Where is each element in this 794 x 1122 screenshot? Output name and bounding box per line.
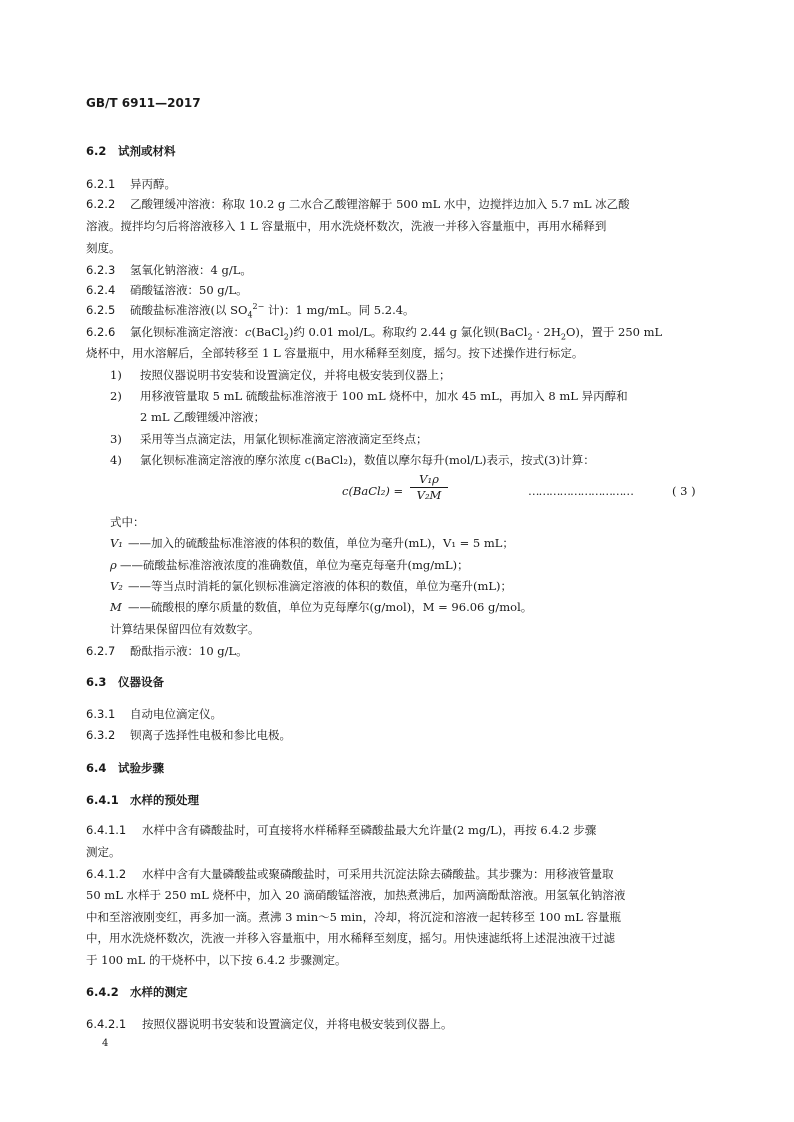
def-v1-symbol: V₁ [110,536,123,550]
clause-6-2-5-number: 6.2.5 [86,303,116,317]
section-6-4-title: 试验步骤 [118,761,164,775]
clause-6-2-1-number: 6.2.1 [86,177,116,191]
clause-6-2-3-text: 氢氧化钠溶液：4 g/L。 [130,263,252,277]
equation-denominator: V₂M [410,487,448,503]
clause-6-4-1-2-line-5: 于 100 mL 的干烧杯中，以下按 6.4.2 步骤测定。 [86,953,347,967]
section-6-4-1-title: 水样的预处理 [130,793,199,807]
clause-6-4-1-1-line-1: 水样中含有磷酸盐时，可直接将水样稀释至磷酸盐最大允许量(2 mg/L)，再按 6.4.2 步骤 [142,823,597,837]
equation-fraction [410,472,448,503]
section-6-4-2-title: 水样的测定 [130,985,188,999]
equation-numerator: V₁ρ [419,472,439,486]
def-m-text: ——硫酸根的摩尔质量的数值，单位为克每摩尔(g/mol)，M = 96.06 g/mol。 [128,600,533,614]
equation-lhs: c(BaCl₂) = [342,484,404,498]
def-v1-text: ——加入的硫酸盐标准溶液的体积的数值，单位为毫升(mL)，V₁ = 5 mL； [128,536,514,550]
def-rho-symbol: ρ [110,558,117,572]
clause-6-2-4-number: 6.2.4 [86,283,116,297]
step-4-number: 4) [110,453,122,467]
page-number: 4 [102,1038,109,1049]
equation-leader-dots: ………………………… [528,484,633,498]
clause-6-2-2-line-2: 溶液。搅拌均匀后将溶液移入 1 L 容量瓶中，用水洗烧杯数次，洗液一并移入容量瓶中，再用水稀释到 [86,219,607,233]
clause-6-2-4-text: 硝酸锰溶液：50 g/L。 [130,283,248,297]
clause-6-4-1-1-line-2: 测定。 [86,845,121,859]
step-1-number: 1) [110,368,122,382]
step-3-number: 3) [110,432,122,446]
step-2-text: 用移液管量取 5 mL 硫酸盐标准溶液于 100 mL 烧杯中，加水 45 mL，再加入 8 mL 异丙醇和 [140,389,628,403]
equation-number: ( 3 ) [672,484,696,498]
step-1-text: 按照仪器说明书安装和设置滴定仪，并将电极安装到仪器上； [140,368,451,382]
clause-6-4-1-2-line-2: 50 mL 水样于 250 mL 烧杯中，加入 20 滴硝酸锰溶液，加热煮沸后，加两滴酚酞溶液。用氢氧化钠溶液 [86,888,626,902]
clause-6-4-2-1-text: 按照仪器说明书安装和设置滴定仪，并将电极安装到仪器上。 [142,1017,453,1031]
clause-6-2-6-line-1: 氯化钡标准滴定溶液：c(BaCl$_2$)约 0.01 mol/L。称取约 2.44 g 氯化钡(BaCl$_2$ · $2H_2O$)，置于 250 mL [130,325,663,342]
step-4-text: 氯化钡标准滴定溶液的摩尔浓度 c(BaCl₂)，数值以摩尔每升(mol/L)表示，按式(3)计算： [140,453,595,467]
clause-6-4-1-2-number: 6.4.1.2 [86,867,127,881]
clause-6-2-1-text: 异丙醇。 [130,177,176,191]
section-6-3-title: 仪器设备 [118,675,164,689]
clause-6-3-2-text: 钡离子选择性电极和参比电极。 [130,728,291,742]
clause-6-3-1-text: 自动电位滴定仪。 [130,707,222,721]
standard-code: GB/T 6911—2017 [86,96,201,110]
clause-6-3-2-number: 6.3.2 [86,728,116,742]
clause-6-2-6-number: 6.2.6 [86,325,116,339]
clause-6-2-7-number: 6.2.7 [86,644,116,658]
clause-6-2-2-line-3: 刻度。 [86,241,121,255]
section-6-2-number: 6.2 [86,144,107,158]
clause-6-4-1-2-line-4: 中，用水洗烧杯数次，洗液一并移入容量瓶中，用水稀释至刻度，摇匀。用快速滤纸将上述混浊液干过滤 [86,931,615,945]
def-v2-text: ——等当点时消耗的氯化钡标准滴定溶液的体积的数值，单位为毫升(mL)； [128,579,513,593]
where-label: 式中： [110,515,145,529]
clause-6-2-2-number: 6.2.2 [86,197,116,211]
section-6-3-number: 6.3 [86,675,107,689]
section-6-2-title: 试剂或材料 [118,144,176,158]
clause-6-2-2-line-1: 乙酸锂缓冲溶液：称取 10.2 g 二水合乙酸锂溶解于 500 mL 水中，边搅拌边加入 5.7 mL 冰乙酸 [130,197,630,211]
clause-6-2-3-number: 6.2.3 [86,263,116,277]
section-6-4-number: 6.4 [86,761,107,775]
step-3-text: 采用等当点滴定法，用氯化钡标准滴定溶液滴定至终点； [140,432,428,446]
def-rho-text: ——硫酸盐标准溶液浓度的准确数值，单位为毫克每毫升(mg/mL)； [120,558,469,572]
def-v2-symbol: V₂ [110,579,123,593]
section-6-4-2-number: 6.4.2 [86,985,119,999]
clause-6-4-1-2-line-1: 水样中含有大量磷酸盐或聚磷酸盐时，可采用共沉淀法除去磷酸盐。其步骤为：用移液管量取 [142,867,614,881]
clause-6-2-7-text: 酚酞指示液：10 g/L。 [130,644,248,658]
clause-6-2-5-text: 硫酸盐标准溶液(以 $SO_4^{2-}$ 计)：1 mg/mL。同 5.2.4。 [130,302,415,320]
calc-note: 计算结果保留四位有效数字。 [110,622,260,636]
clause-6-4-1-2-line-3: 中和至溶液刚变红，再多加一滴。煮沸 3 min～5 min，冷却，将沉淀和溶液一起转移至 100 mL 容量瓶 [86,910,622,924]
clause-6-3-1-number: 6.3.1 [86,707,116,721]
step-2-number: 2) [110,389,122,403]
clause-6-4-2-1-number: 6.4.2.1 [86,1017,127,1031]
clause-6-4-1-1-number: 6.4.1.1 [86,823,127,837]
section-6-4-1-number: 6.4.1 [86,793,119,807]
def-m-symbol: M [110,600,122,614]
step-2-continuation: 2 mL 乙酸锂缓冲溶液； [140,410,266,424]
clause-6-2-6-line-2: 烧杯中，用水溶解后，全部转移至 1 L 容量瓶中，用水稀释至刻度，摇匀。按下述操作进行标定。 [86,346,584,360]
